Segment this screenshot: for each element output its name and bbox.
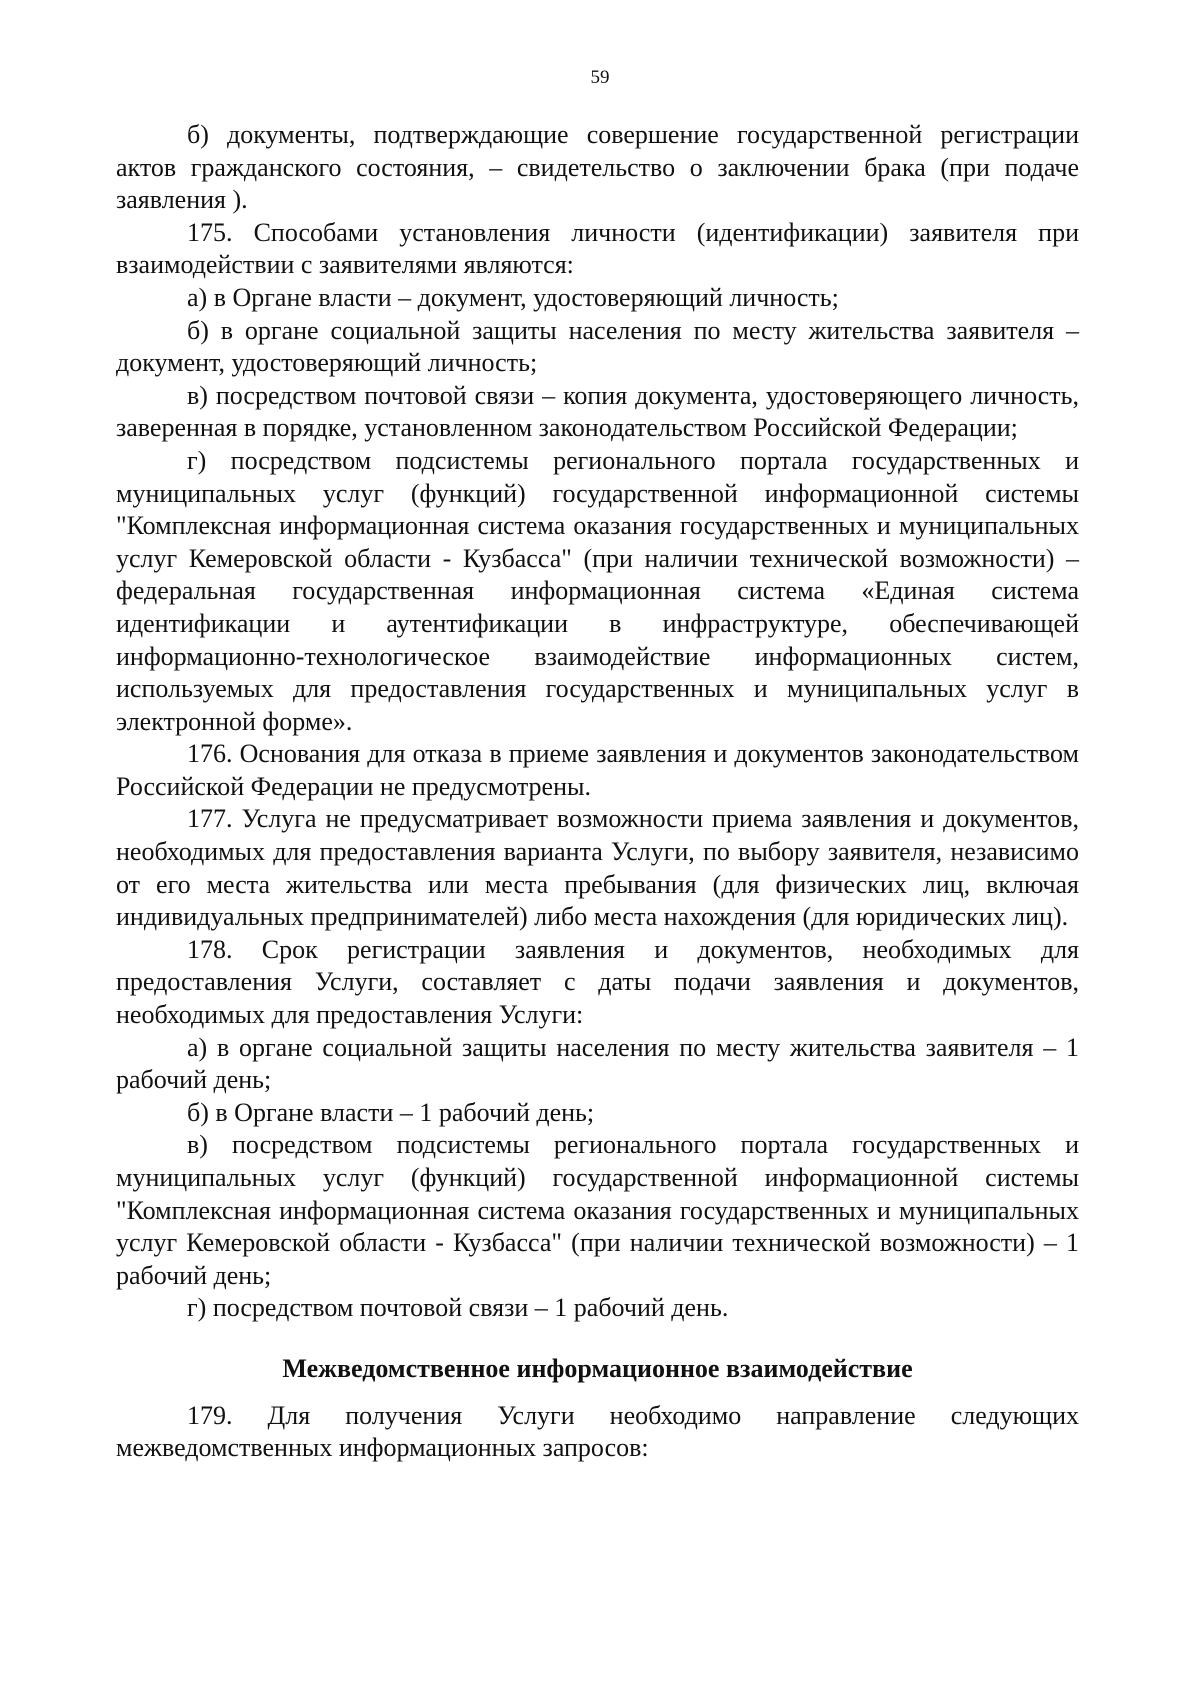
paragraph-178-a: а) в органе социальной защиты населения по месту жительства заявителя – 1 рабочий день; <box>116 1032 1079 1095</box>
document-body <box>116 119 1079 1465</box>
paragraph-175-v: в) посредством почтовой связи – копия документа, удостоверяющего личность, заверенная в порядке, установленном законодательством Российской Федерации; <box>116 380 1079 443</box>
paragraph-175-g: г) посредством подсистемы регионального портала государственных и муниципальных услуг (функций) государственной информационной системы "Комплексная информационная система оказания государственных и муниципальных услуг Кемеровской области - Кузбасса" (при наличии технической возможности) – федеральная государственная информационная система «Единая система идентификации и аутентификации в инфраструктуре, обеспечивающей информационно-технологическое взаимодействие информационных систем, используемых для предоставления государственных и муниципальных услуг в электронной форме». <box>116 445 1079 736</box>
paragraph-177: 177. Услуга не предусматривает возможности приема заявления и документов, необходимых для предоставления варианта Услуги, по выбору заявителя, независимо от его места жительства или места пребывания (для физических лиц, включая индивидуальных предпринимателей) либо места нахождения (для юридических лиц). <box>116 804 1079 932</box>
paragraph-178: 178. Срок регистрации заявления и документов, необходимых для предоставления Услуги, составляет с даты подачи заявления и документов, необходимых для предоставления Услуги: <box>116 934 1079 1030</box>
paragraph-178-v: в) посредством подсистемы регионального портала государственных и муниципальных услуг (функций) государственной информационной системы "Комплексная информационная система оказания государственных и муниципальных услуг Кемеровской области - Кузбасса" (при наличии технической возможности) – 1 рабочий день; <box>116 1130 1079 1290</box>
paragraph-178-g: г) посредством почтовой связи – 1 рабочий день. <box>187 1293 729 1323</box>
paragraph-175: 175. Способами установления личности (идентификации) заявителя при взаимодействии с заявителями являются: <box>116 217 1079 280</box>
section-heading: Межведомственное информационное взаимодействие <box>282 1353 913 1383</box>
paragraph-176: 176. Основания для отказа в приеме заявления и документов законодательством Российской Федерации не предусмотрены. <box>116 739 1079 801</box>
paragraph-179: 179. Для получения Услуги необходимо направление следующих межведомственных информационных запросов: <box>116 1400 1079 1463</box>
paragraph-175-a: а) в Органе власти – документ, удостоверяющий личность; <box>187 282 839 312</box>
paragraph-178-b: б) в Органе власти – 1 рабочий день; <box>187 1097 595 1127</box>
paragraph-birth-docs: б) документы, подтверждающие совершение государственной регистрации актов гражданского состояния, – свидетельство о заключении брака (при подаче заявления ). <box>116 120 1079 215</box>
paragraph-175-b: б) в органе социальной защиты населения по месту жительства заявителя – документ, удостоверяющий личность; <box>116 315 1079 378</box>
page-number: 59 <box>590 67 610 88</box>
